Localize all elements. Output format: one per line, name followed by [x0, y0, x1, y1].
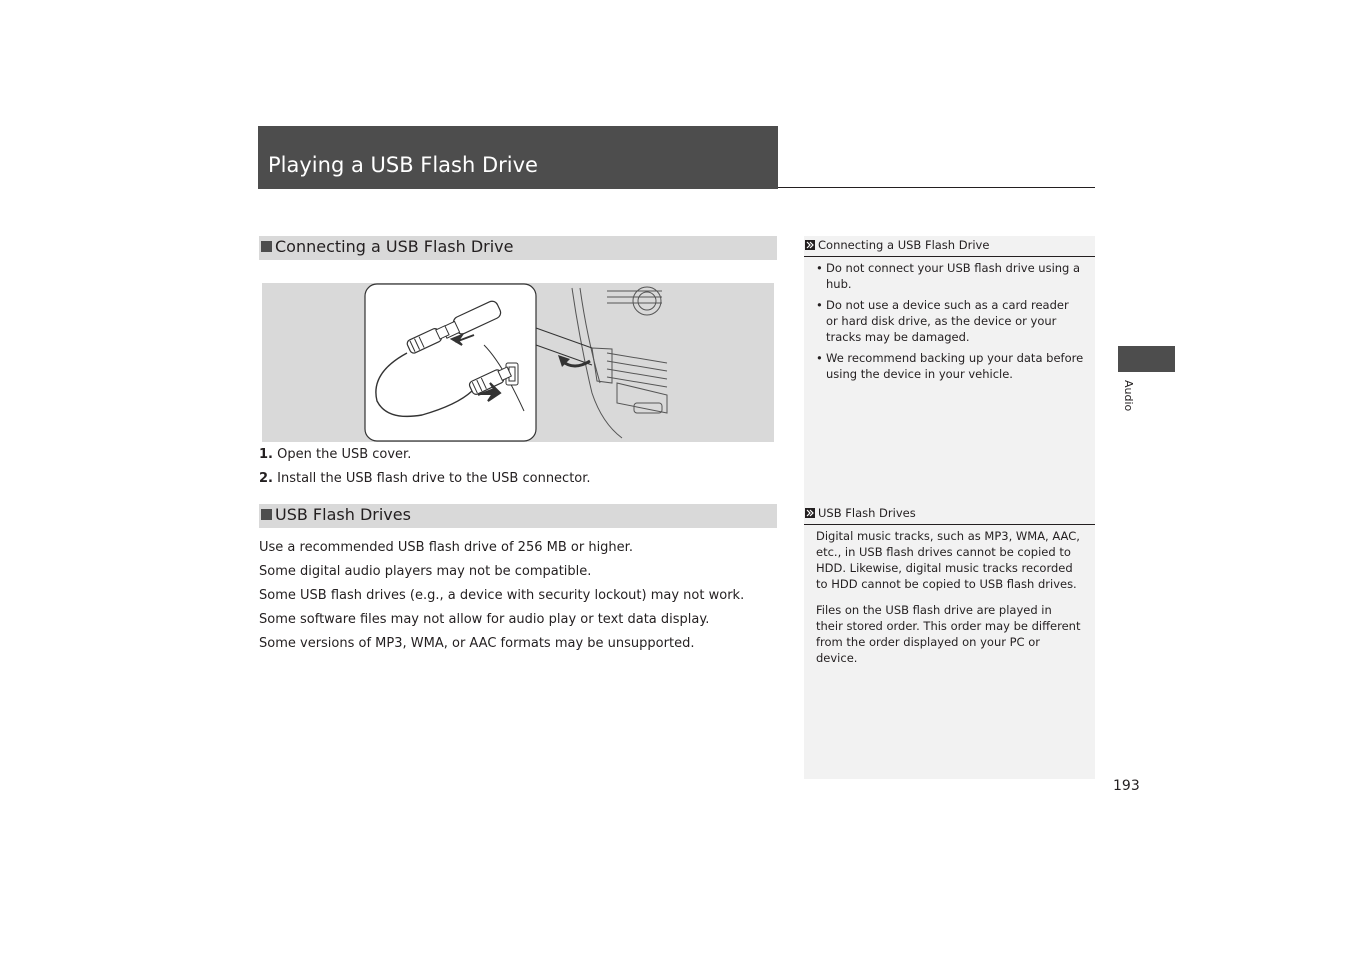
step-number: 2. — [259, 471, 273, 486]
usb-illustration — [262, 283, 774, 442]
note-heading-text: Connecting a USB Flash Drive — [818, 238, 990, 252]
usb-connection-drawing — [262, 283, 774, 442]
section-heading-text: USB Flash Drives — [275, 505, 411, 524]
note-bullet-text: We recommend backing up your data before using the device in your vehicle. — [826, 351, 1084, 381]
sidebar-notes: Connecting a USB Flash Drive • Do not connect your USB flash drive using a hub. • Do not use a device such as a card reader or hard disk drive, as the device or your tracks may be damaged. • We recommend backing up your data before using the device in your vehicle. USB Flash Drives Digital music tracks, such as MP3, WMA, AAC, etc., in USB flash drives cannot be copied to HDD. Likewise, digital music tracks recorded to HDD cannot be copied to USB flash drives. Files on the USB flash drive are played in their stored order. This order may be different from the order displayed on your PC or device. — [804, 236, 1095, 779]
page-title: Playing a USB Flash Drive — [268, 153, 538, 177]
body-paragraph: Some USB flash drives (e.g., a device with security lockout) may not work. — [259, 588, 745, 603]
body-paragraph: Some versions of MP3, WMA, or AAC formats may be unsupported. — [259, 636, 695, 651]
title-rule — [778, 187, 1095, 188]
note-bullet-text: Do not connect your USB flash drive using a hub. — [826, 261, 1081, 291]
note-ref-icon — [805, 240, 815, 250]
section-heading-usb-drives — [259, 504, 777, 528]
step-2 — [259, 471, 591, 486]
body-paragraph: Use a recommended USB flash drive of 256 MB or higher. — [259, 540, 633, 555]
section-heading-text: Connecting a USB Flash Drive — [275, 237, 514, 256]
step-1 — [259, 447, 411, 462]
body-paragraph: Some digital audio players may not be compatible. — [259, 564, 592, 579]
step-text: Install the USB flash drive to the USB connector. — [277, 471, 591, 486]
section-heading-connecting — [259, 236, 777, 260]
section-square-icon — [261, 241, 272, 252]
step-text: Open the USB cover. — [277, 447, 412, 462]
note-heading-connecting — [804, 236, 1095, 257]
note-paragraph: Digital music tracks, such as MP3, WMA, AAC, etc., in USB flash drives cannot be copied to HDD. Likewise, digital music tracks recorded to HDD cannot be copied to USB flash drives. — [816, 529, 1080, 591]
page-number: 193 — [1113, 778, 1140, 794]
body-paragraph: Some software files may not allow for audio play or text data display. — [259, 612, 710, 627]
note-ref-icon — [805, 508, 815, 518]
note-heading-usb-drives — [804, 504, 1095, 525]
title-bar — [258, 126, 778, 189]
note-heading-text: USB Flash Drives — [818, 506, 916, 520]
note-bullet-text: Do not use a device such as a card reader or hard disk drive, as the device or your tracks may be damaged. — [826, 298, 1069, 344]
note-paragraph: Files on the USB flash drive are played in their stored order. This order may be different from the order displayed on your PC or device. — [816, 603, 1081, 665]
chapter-tab-label: Audio — [1122, 380, 1135, 412]
section-square-icon — [261, 509, 272, 520]
step-number: 1. — [259, 447, 273, 462]
chapter-tab — [1118, 346, 1175, 372]
